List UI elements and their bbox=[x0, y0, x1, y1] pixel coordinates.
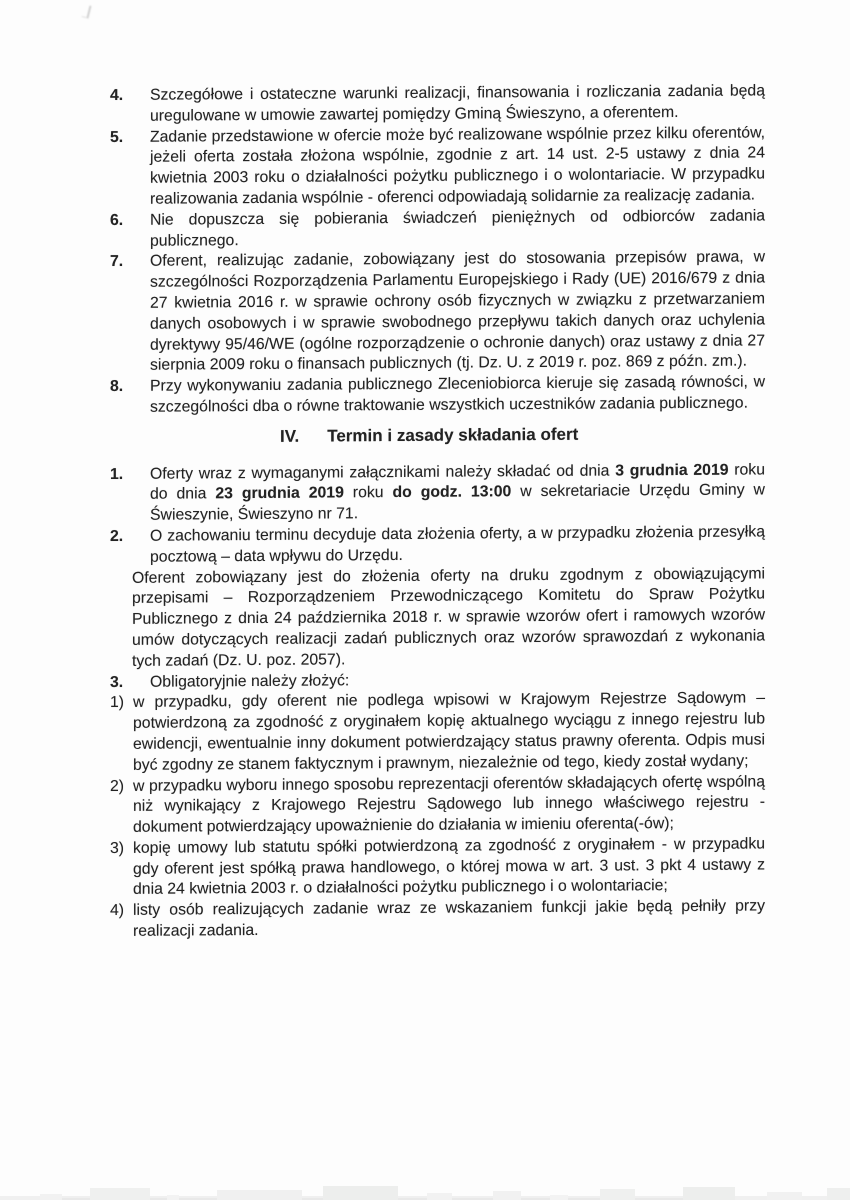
sub-list-item-1 bbox=[110, 689, 765, 777]
sub-item-number: 3) bbox=[110, 839, 125, 857]
scan-edge-block bbox=[767, 1192, 802, 1200]
item-text: Zadanie przedstawione w ofercie może być realizowane wspólnie przez kilku oferentów, jeżeli oferta została złożona wspólnie, zgodnie z art. 14 ust. 2-5 ustawy z dnia 24 kwietnia 2003 roku o działalności pożytku publicznego i o wolontariacie. W przypadku realizowania zadania wspólnie - oferenci odpowiadają solidarnie za realizację zadania. bbox=[150, 124, 765, 208]
scan-artifact-mark bbox=[82, 4, 92, 18]
list-item-2 bbox=[110, 522, 765, 568]
list-item-8 bbox=[110, 373, 765, 419]
scan-edge-block bbox=[323, 1186, 398, 1200]
document-content bbox=[110, 81, 765, 942]
sub-item-number: 4) bbox=[110, 902, 125, 920]
item-text: Nie dopuszcza się pobierania świadczeń pieniężnych od odbiorców zadania publicznego. bbox=[150, 207, 765, 250]
sub-list-item-3 bbox=[110, 834, 765, 901]
bold-date-start: 3 grudnia 2019 bbox=[615, 461, 729, 480]
scan-edge-block bbox=[683, 1187, 735, 1200]
scan-edge-block bbox=[40, 1194, 62, 1200]
scan-edge-block bbox=[550, 1195, 568, 1200]
sub-list-item-4 bbox=[110, 897, 765, 943]
scan-edge-block bbox=[827, 1188, 850, 1200]
section-heading bbox=[110, 423, 765, 448]
item-text: Obligatoryjnie należy złożyć: bbox=[150, 671, 350, 691]
sub-item-text: kopię umowy lub statutu spółki potwierdzoną za zgodność z oryginałem - w przypadku gdy oferent jest spółką prawa handlowego, o której mowa w art. 3 ust. 3 pkt 4 ustawy z dnia 24 kwietnia 2003 r. o działalności pożytku publicznego i o wolontariacie; bbox=[133, 835, 765, 899]
item-number: 4. bbox=[110, 86, 124, 104]
item-number: 6. bbox=[110, 211, 124, 229]
section-numeral: IV. bbox=[280, 426, 300, 446]
item-number: 2. bbox=[110, 527, 124, 545]
section-title: Termin i zasady składania ofert bbox=[327, 424, 579, 446]
item-number: 5. bbox=[110, 128, 124, 146]
list-item-5 bbox=[110, 123, 765, 211]
list-item-4 bbox=[110, 81, 765, 127]
item-text bbox=[150, 460, 765, 527]
item-text: Szczegółowe i ostateczne warunki realizacji, finansowania i rozliczania zadania będą uregulowane w umowie zawartej pomiędzy Gminą Świeszyno, a oferentem. bbox=[150, 82, 765, 125]
sub-item-number: 1) bbox=[110, 694, 125, 712]
continuation-paragraph: Oferent zobowiązany jest do złożenia oferty na druku zgodnym z obowiązującymi przepisami – Rozporządzeniem Przewodniczącego Komitetu do Spraw Pożytku Publicznego z dnia 24 października 2018 r. w sprawie wzorów ofert i ramowych wzorów umów dotyczących realizacji zadań publicznych oraz wzorów sprawozdań z wykonania tych zadań (Dz. U. poz. 2057). bbox=[132, 564, 765, 670]
scan-edge-block bbox=[600, 1189, 635, 1200]
sub-list-item-2 bbox=[110, 772, 765, 839]
item-text-segment: Oferty wraz z wymaganymi załącznikami należy składać od dnia bbox=[150, 462, 616, 483]
scan-edge-artifact bbox=[0, 1176, 850, 1200]
item-text: Oferent, realizując zadanie, zobowiązany jest do stosowania przepisów prawa, w szczególności Rozporządzenia Parlamentu Europejskiego i Rady (UE) 2016/679 z dnia 27 kwietnia 2016 r. w sprawie ochrony osób fizycznych w związku z przetwarzaniem danych osobowych i w sprawie swobodnego przepływu takich danych oraz uchylenia dyrektywy 95/46/WE (ogólne rozporządzenie o ochronie danych) oraz ustawy z dnia 27 sierpnia 2009 roku o finansach publicznych (tj. Dz. U. z 2019 r. poz. 869 z późn. zm.). bbox=[150, 248, 765, 375]
scan-edge-block bbox=[427, 1193, 452, 1200]
list-item-6 bbox=[110, 206, 765, 252]
scan-edge-block bbox=[217, 1190, 302, 1200]
item-number: 1. bbox=[110, 465, 124, 483]
list-item-1 bbox=[110, 460, 765, 527]
sub-item-text: listy osób realizujących zadanie wraz ze wskazaniem funkcji jakie będą pełniły przy realizacji zadania. bbox=[133, 897, 765, 940]
bold-date-end: 23 grudnia 2019 bbox=[215, 484, 344, 503]
item-text-segment: roku bbox=[343, 484, 393, 502]
bold-deadline-time: do godz. 13:00 bbox=[392, 483, 512, 502]
item-text-segment: roku do dnia bbox=[150, 460, 765, 504]
sub-item-text: w przypadku, gdy oferent nie podlega wpisowi w Krajowym Rejestrze Sądowym – potwierdzoną za zgodność z oryginałem kopię aktualnego wyciągu z innego rejestru lub ewidencji, ewentualnie inny dokument potwierdzający status prawny oferenta. Odpis musi być zgodny ze stanem faktycznym i prawnym, niezależnie od tego, kiedy został wydany; bbox=[133, 689, 765, 774]
item-text: O zachowaniu terminu decyduje data złożenia oferty, a w przypadku złożenia przesyłką pocztową – data wpływu do Urzędu. bbox=[150, 523, 765, 566]
item-text: Przy wykonywaniu zadania publicznego Zleceniobiorca kieruje się zasadą równości, w szczególności dba o równe traktowanie wszystkich uczestników zadania publicznego. bbox=[150, 373, 765, 416]
item-text-segment: w sekretariacie Urzędu Gminy w Świeszynie, Świeszyno nr 71. bbox=[150, 481, 765, 524]
scan-edge-block bbox=[493, 1191, 521, 1200]
sub-item-number: 2) bbox=[110, 777, 125, 795]
scan-edge-block bbox=[90, 1188, 150, 1200]
scan-edge-block bbox=[167, 1195, 179, 1200]
item-number: 7. bbox=[110, 253, 124, 271]
sub-item-text: w przypadku wyboru innego sposobu reprezentacji oferentów składających ofertę wspólną niż wynikający z Krajowego Rejestru Sądowego lub innego właściwego rejestru - dokument potwierdzający upoważnienie do działania w imieniu oferenta(-ów); bbox=[133, 772, 765, 836]
item-number: 8. bbox=[110, 378, 124, 396]
item-number: 3. bbox=[110, 673, 124, 691]
list-item-7 bbox=[110, 248, 765, 377]
